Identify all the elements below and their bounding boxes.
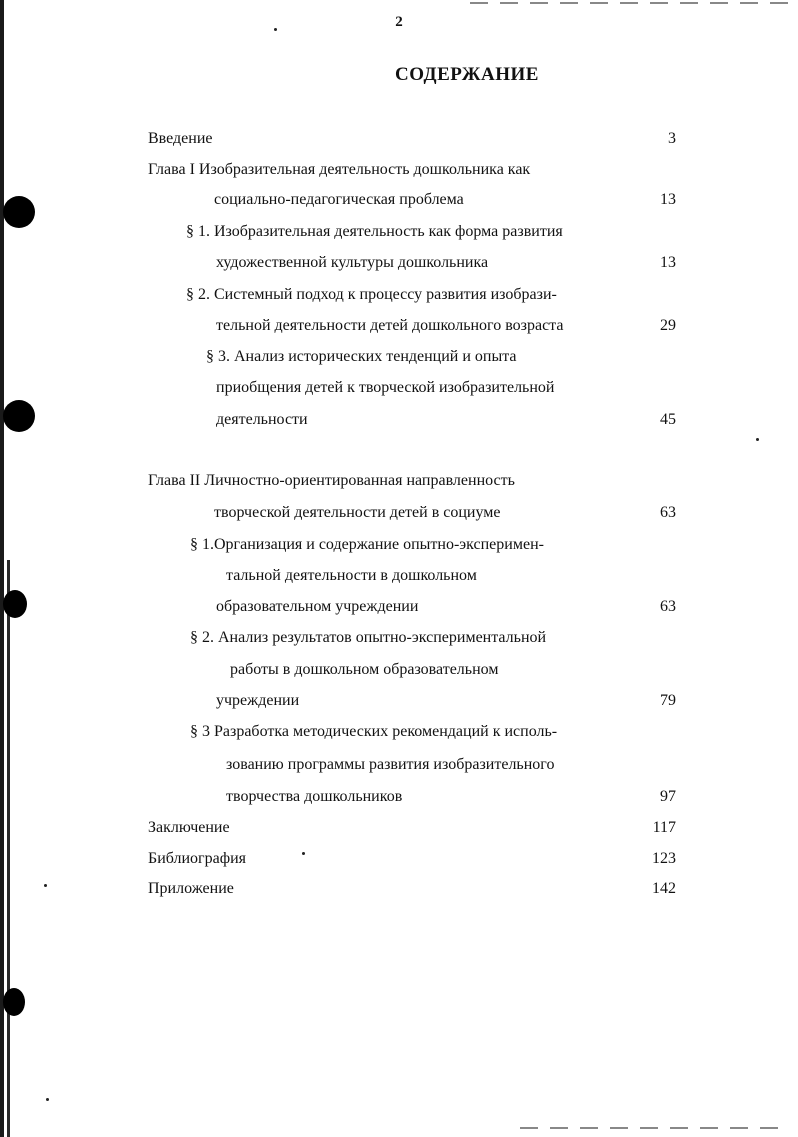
punch-hole [3,988,25,1016]
toc-section-2-3: § 3 Разработка методических рекомендаций к исполь- [190,723,558,740]
toc-page-chapter-1: 13 [660,191,676,208]
speck [46,1098,49,1101]
page-title: СОДЕРЖАНИЕ [395,64,539,85]
toc-chapter-2-title-cont: творческой деятельности детей в социуме [214,504,501,521]
toc-section-1-1-cont: художественной культуры дошкольника [216,254,489,271]
punch-hole [3,400,35,432]
punch-hole [3,590,27,618]
toc-page-conclusion: 117 [652,819,676,836]
toc-entry-appendix: Приложение [148,880,234,897]
page-number: 2 [395,14,403,30]
toc-section-2-1: § 1.Организация и содержание опытно-эксперимен- [190,536,544,553]
toc-page-section-2-1: 63 [660,598,676,615]
toc-page-section-1-3: 45 [660,411,676,428]
toc-section-1-1: § 1. Изобразительная деятельность как форма развития [186,223,563,240]
scan-dash-artifact [520,1127,790,1129]
toc-page-section-2-3: 97 [660,788,676,805]
toc-chapter-1-title-cont: социально-педагогическая проблема [214,191,464,208]
toc-section-2-3-cont: творчества дошкольников [226,788,403,805]
toc-page-section-1-2: 29 [660,317,676,334]
speck [44,884,47,887]
punch-hole [3,196,35,228]
scan-dash-artifact [470,2,790,4]
scan-edge-artifact [7,560,10,1137]
toc-section-2-2: § 2. Анализ результатов опытно-экспериментальной [190,629,547,646]
toc-chapter-1-title: Глава I Изобразительная деятельность дошкольника как [148,161,531,178]
toc-section-2-3-cont: зованию программы развития изобразительного [226,756,555,773]
toc-section-1-2: § 2. Системный подход к процессу развития изобрази- [186,286,557,303]
toc-page-chapter-2: 63 [660,504,676,521]
toc-chapter-2-title: Глава II Личностно-ориентированная направленность [148,472,515,489]
toc-section-1-2-cont: тельной деятельности детей дошкольного возраста [216,317,564,334]
toc-page-section-2-2: 79 [660,692,676,709]
toc-page-section-1-1: 13 [660,254,676,271]
toc-section-1-3-cont: приобщения детей к творческой изобразительной [216,379,555,396]
toc-section-2-2-cont: учреждении [216,692,300,709]
scan-edge-artifact [0,0,4,1137]
toc-section-2-2-cont: работы в дошкольном образовательном [230,661,499,678]
toc-page-intro: 3 [668,130,676,147]
toc-entry-intro: Введение [148,130,213,147]
toc-entry-conclusion: Заключение [148,819,230,836]
toc-page-bibliography: 123 [652,850,676,867]
speck [302,852,305,855]
toc-section-1-3: § 3. Анализ исторических тенденций и опыта [206,348,517,365]
speck [756,438,759,441]
toc-section-1-3-cont: деятельности [216,411,308,428]
toc-section-2-1-cont: тальной деятельности в дошкольном [226,567,477,584]
toc-page-appendix: 142 [652,880,676,897]
toc-entry-bibliography: Библиография [148,850,246,867]
toc-section-2-1-cont: образовательном учреждении [216,598,419,615]
